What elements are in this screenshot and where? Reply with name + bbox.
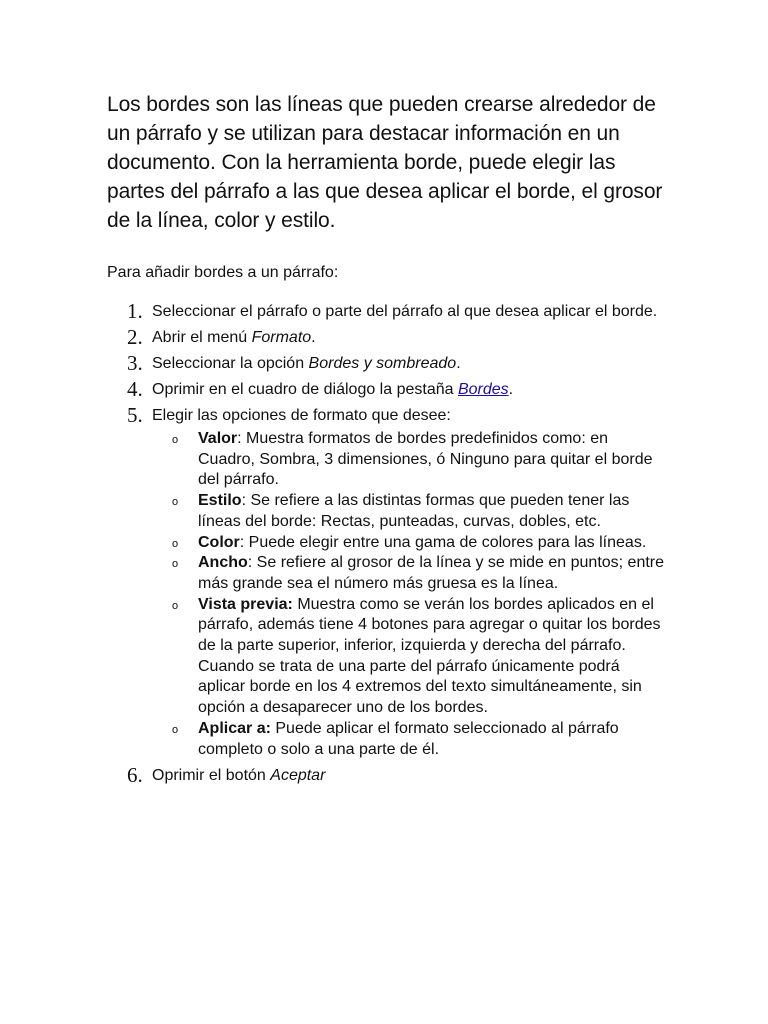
option-text: : Muestra formatos de bordes predefinidos como: en Cuadro, Sombra, 3 dimensiones, ó Ninguno para quitar el borde del párrafo. (198, 430, 653, 489)
option-text: Puede aplicar el formato seleccionado al párrafo completo o solo a una parte de él. (198, 719, 619, 758)
step-text: Seleccionar el párrafo o parte del párrafo al que desea aplicar el borde. (152, 303, 658, 320)
step-text: Seleccionar la opción (152, 355, 309, 372)
list-item (107, 327, 668, 348)
option-term: Valor (198, 430, 238, 447)
bullet-icon: o (172, 434, 179, 446)
bullet-icon: o (172, 496, 179, 509)
step-tail: . (508, 381, 514, 398)
option-item (152, 491, 668, 532)
option-item (152, 719, 668, 760)
step-text: Elegir las opciones de formato que desee: (152, 407, 451, 424)
menu-name: Formato (251, 329, 312, 346)
bullet-icon: o (172, 599, 179, 612)
intro-paragraph: Los bordes son las líneas que pueden crearse alrededor de un párrafo y se utilizan para destacar información en un documento. Con la herramienta borde, puede elegir las partes del párrafo a las que desea aplicar el borde, el grosor de la línea, color y estilo. (107, 93, 663, 232)
lead-paragraph: Para añadir bordes a un párrafo: (107, 264, 339, 281)
list-item (107, 301, 668, 322)
bullet-icon: o (172, 537, 179, 550)
list-item (107, 405, 668, 760)
option-text: : Puede elegir entre una gama de colores para las líneas. (239, 533, 647, 551)
step-number: 3. (127, 351, 143, 375)
option-text: : Se refiere al grosor de la línea y se mide en puntos; entre más grande sea el número más gruesa es la línea. (198, 554, 665, 592)
step-text: Abrir el menú (152, 329, 252, 346)
option-term: Aplicar a: (198, 719, 271, 737)
option-term: Ancho (198, 554, 248, 572)
bordes-tab-link[interactable]: Bordes (457, 381, 509, 398)
option-name: Bordes y sombreado (308, 355, 457, 372)
option-item (152, 595, 668, 719)
option-item (152, 429, 668, 491)
list-item (107, 765, 668, 786)
step-text: Oprimir el botón (152, 767, 271, 785)
steps-list (107, 301, 668, 786)
list-item (107, 353, 668, 374)
step-tail: . (456, 355, 461, 372)
step-tail: . (311, 329, 316, 346)
step-number: 4. (127, 377, 143, 401)
option-item (152, 533, 668, 554)
step-number: 5. (127, 403, 143, 427)
step-number: 1. (127, 299, 143, 323)
option-text: Muestra como se verán los bordes aplicados en el párrafo, además tiene 4 botones para agregar o quitar los bordes de la parte superior, inferior, izquierda y derecha del párrafo. Cuando se trata de una parte del párrafo únicamente podrá aplicar borde en los 4 extremos del texto simultáneamente, sin opción a desaparecer uno de los bordes. (198, 595, 661, 717)
list-item (107, 379, 668, 400)
step-number: 2. (127, 325, 143, 349)
option-term: Vista previa: (198, 595, 293, 613)
step-number: 6. (127, 763, 143, 788)
step-text: Oprimir en el cuadro de diálogo la pestaña (152, 381, 458, 398)
option-text: : Se refiere a las distintas formas que pueden tener las líneas del borde: Rectas, punteadas, curvas, dobles, etc. (198, 492, 630, 530)
option-item (152, 553, 668, 594)
bullet-icon: o (172, 723, 179, 736)
options-list (152, 429, 668, 760)
option-term: Color (198, 533, 240, 551)
button-name: Aceptar (270, 767, 326, 785)
option-term: Estilo (198, 492, 242, 510)
bullet-icon: o (172, 558, 179, 571)
